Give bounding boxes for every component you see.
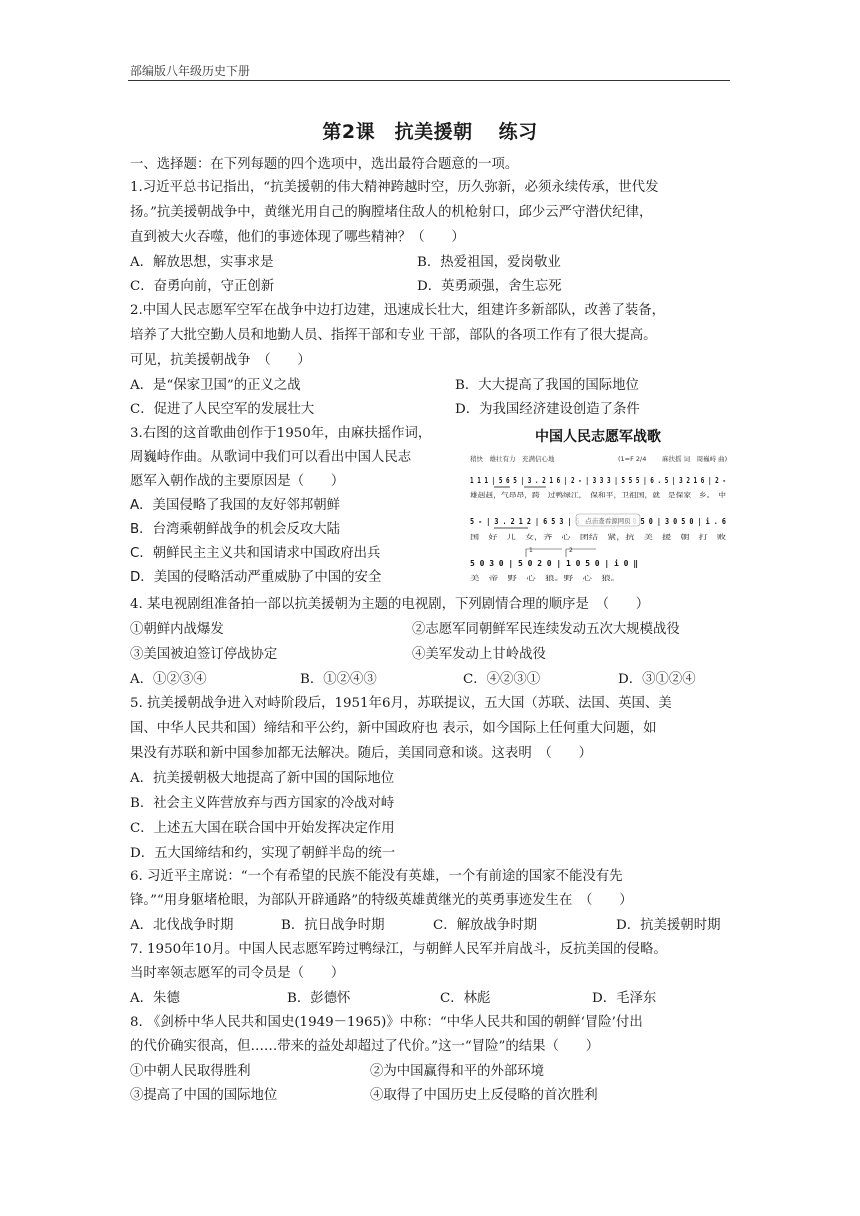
q8-item: ②为中国赢得和平的外部环境 [370, 1064, 545, 1079]
q7-stem-line: 7. 1950年10月。中国人民志愿军跨过鸭绿江，与朝鲜人民军并肩战斗，反抗美国的侵略。 [130, 942, 667, 957]
score-tempo: 稍快 雄壮有力 充满信心地 [470, 455, 555, 463]
q5-stem-line: 果没有苏联和新中国参加都无法解决。随后，美国同意和谈。这表明 （ ） [130, 746, 592, 761]
q7-stem-line: 当时率领志愿军的司令员是（ ） [130, 966, 345, 981]
q8-stem-line: 8. 《剑桥中华人民共和国史(1949－1965)》中称：“中华人民共和国的朝鲜‘冒险’付出 [130, 1015, 643, 1030]
q5-option-d[interactable]: D．五大国缔结和约，实现了朝鲜半岛的统一 [130, 846, 396, 861]
q4-option-d[interactable]: D．③①②④ [618, 672, 696, 687]
q5-option-a[interactable]: A．抗美援朝极大地提高了新中国的国际地位 [130, 771, 395, 786]
q6-option-a[interactable]: A．北伐战争时期 [130, 918, 234, 933]
q1-stem-line: 扬。”抗美援朝战争中，黄继光用自己的胸膛堵住敌人的机枪射口，邱少云严守潜伏纪律， [130, 205, 653, 220]
q1-stem-line: 1.习近平总书记指出，“抗美援朝的伟大精神跨越时空，历久弥新，必须永续传承，世代发 [130, 180, 659, 195]
q3-option-d[interactable]: D．美国的侵略活动严重威胁了中国的安全 [130, 570, 382, 585]
q8-item: ③提高了中国的国际地位 [130, 1088, 278, 1103]
q2-stem-line: 可见，抗美援朝战争 （ ） [130, 353, 311, 368]
q4-option-a[interactable]: A．①②③④ [130, 672, 207, 687]
volta-mark: 1 [529, 547, 533, 554]
score-lyrics-row: 国 好 儿 女，齐 心 团结 紧，抗 美 援 朝 打 败 [470, 533, 652, 541]
q6-option-b[interactable]: B．抗日战争时期 [281, 918, 385, 933]
q2-option-b[interactable]: B．大大提高了我国的国际地位 [455, 378, 639, 393]
q7-option-a[interactable]: A．朱德 [130, 991, 180, 1006]
q7-option-b[interactable]: B．彭德怀 [287, 991, 351, 1006]
q3-option-a[interactable]: A．美国侵略了我国的友好邻邦朝鲜 [130, 498, 341, 513]
q3-stem-line: 3.右图的这首歌曲创作于1950年，由麻扶摇作词， [130, 426, 432, 441]
q6-stem-line: 6. 习近平主席说：“一个有希望的民族不能没有英雄，一个有前途的国家不能没有先 [130, 869, 623, 884]
score-credits: 麻扶摇 词 周巍峙 曲) [662, 455, 728, 463]
q4-event: ②志愿军同朝鲜军民连续发动五次大规模战役 [412, 622, 680, 637]
q8-item: ①中朝人民取得胜利 [130, 1064, 251, 1079]
q4-event: ④美军发动上甘岭战役 [412, 647, 546, 662]
q3-stem-line: 愿军入朝作战的主要原因是（ ） [130, 474, 345, 489]
header-rule [128, 80, 730, 81]
q2-stem-line: 2.中国人民志愿军空军在战争中边打边建，迅速成长壮大，组建许多新部队，改善了装备， [130, 303, 666, 318]
score-notes-row: 5 0 3 0 | 5 0 2 0 | 1 0 5 0 | i 0 ‖ [470, 559, 639, 568]
q8-stem-line: 的代价确实很高，但……带来的益处却超过了代价。”这一“冒险”的结果（ ） [130, 1039, 600, 1054]
q7-option-d[interactable]: D．毛泽东 [592, 991, 657, 1006]
q2-stem-line: 培养了大批空勤人员和地勤人员、指挥干部和专业 干部，部队的各项工作有了很大提高。 [130, 328, 657, 343]
q5-option-b[interactable]: B．社会主义阵营放弃与西方国家的冷战对峙 [130, 796, 395, 811]
score-lyrics-row: 雄赳赳，气昂昂，跨 过鸭绿江， 保和平，卫祖国，就 是保家 乡。 中 [470, 491, 685, 499]
score-watermark: 点击查看源网页 [585, 517, 631, 525]
q2-option-c[interactable]: C．促进了人民空军的发展壮大 [130, 402, 315, 417]
score-lyrics-row: 美 帝 野 心 狼。野 心 狼。 [470, 574, 574, 582]
q1-option-a[interactable]: A．解放思想，实事求是 [130, 255, 274, 270]
q6-option-d[interactable]: D．抗美援朝时期 [616, 918, 721, 933]
q4-event: ①朝鲜内战爆发 [130, 622, 224, 637]
q8-item: ④取得了中国历史上反侵略的首次胜利 [370, 1088, 598, 1103]
q4-event: ③美国被迫签订停战协定 [130, 647, 278, 662]
q2-option-a[interactable]: A．是“保家卫国”的正义之战 [130, 378, 301, 393]
q5-stem-line: 国、中华人民共和国）缔结和平公约，新中国政府也 表示，如今国际上任何重大问题，如 [130, 721, 657, 736]
q1-stem-line: 直到被大火吞噬，他们的事迹体现了哪些精神？（ ） [130, 230, 465, 245]
q2-option-d[interactable]: D．为我国经济建设创造了条件 [455, 402, 640, 417]
q4-option-c[interactable]: C．④②③① [463, 672, 541, 687]
q3-option-b[interactable]: B．台湾乘朝鲜战争的机会反攻大陆 [130, 522, 341, 537]
q3-option-c[interactable]: C．朝鲜民主主义共和国请求中国政府出兵 [130, 546, 381, 561]
song-score-figure [466, 421, 730, 587]
page-header: 部编版八年级历史下册 [130, 64, 251, 78]
q1-option-d[interactable]: D．英勇顽强，舍生忘死 [417, 279, 562, 294]
section-heading: 一、选择题：在下列每题的四个选项中，选出最符合题意的一项。 [130, 157, 519, 172]
q1-option-b[interactable]: B．热爱祖国，爱岗敬业 [417, 255, 561, 270]
q7-option-c[interactable]: C．林彪 [440, 991, 491, 1006]
q1-option-c[interactable]: C．奋勇向前，守正创新 [130, 279, 275, 294]
q6-stem-line: 锋。”“用身躯堵枪眼，为部队开辟通路”的特级英雄黄继光的英勇事迹发生在 （ ） [130, 893, 633, 908]
q5-option-c[interactable]: C．上述五大国在联合国中开始发挥决定作用 [130, 821, 395, 836]
q3-stem-line: 周巍峙作曲。从歌词中我们可以看出中国人民志 [130, 450, 412, 465]
page-title [0, 117, 860, 144]
q6-option-c[interactable]: C．解放战争时期 [433, 918, 537, 933]
score-key: (1=F 2/4 [618, 455, 647, 463]
q5-stem-line: 5. 抗美援朝战争进入对峙阶段后，1951年6月，苏联提议，五大国（苏联、法国、英国、美 [130, 696, 672, 711]
score-title: 中国人民志愿军战歌 [535, 429, 661, 445]
volta-mark: 2 [569, 547, 573, 554]
q4-option-b[interactable]: B．①②④③ [300, 672, 377, 687]
score-notes-row: 1 1 1 | 5 6 5 | 3 . 2 1 6 | 2 - | 3 3 3 | 5 5 5 | 6 . 5 | 3 2 1 6 | 2 - [470, 476, 726, 485]
lesson-title: 第2课 抗美援朝 [322, 121, 473, 143]
exercise-label: 练习 [498, 121, 538, 143]
q4-stem-line: 4. 某电视剧组准备拍一部以抗美援朝为主题的电视剧，下列剧情合理的顺序是 （ ） [130, 597, 650, 612]
